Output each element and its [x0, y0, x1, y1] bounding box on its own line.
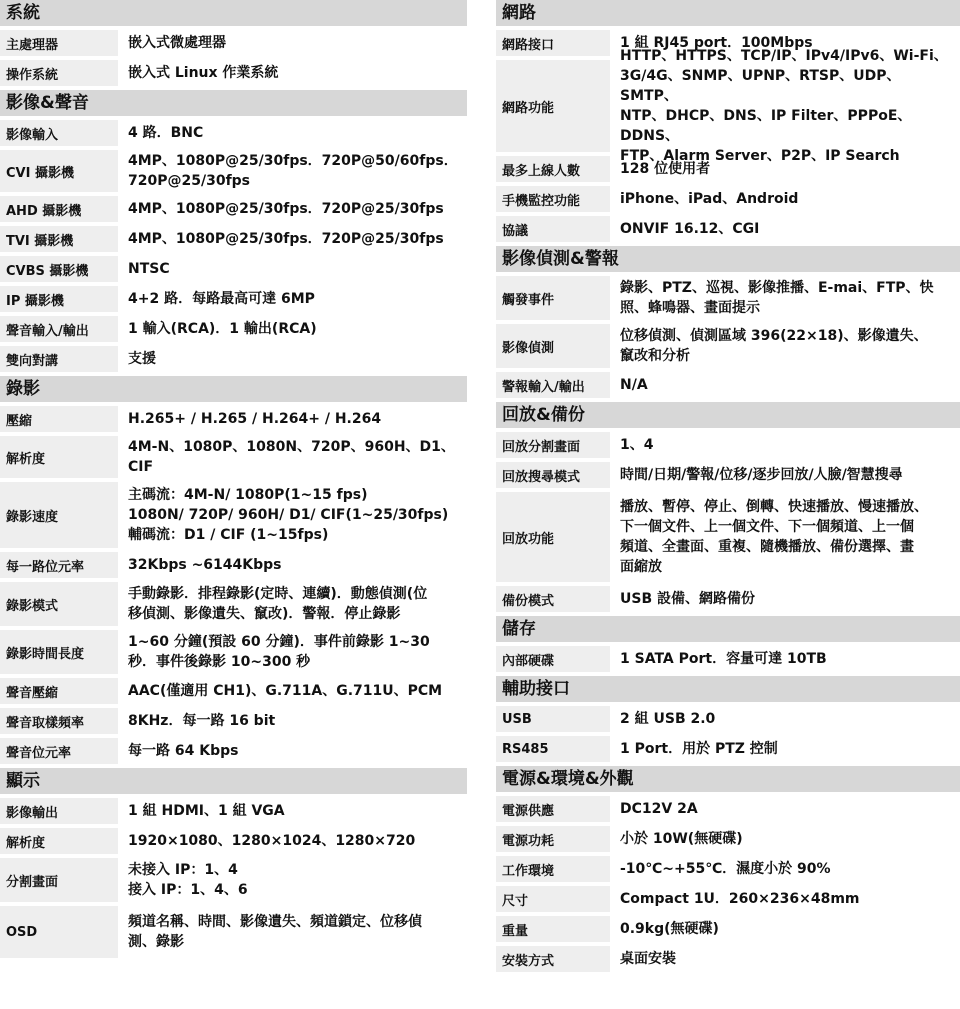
- left-spec-column: [0, 0, 467, 962]
- spec-label: IP 攝影機: [0, 286, 118, 312]
- spec-value: H.265+ / H.265 / H.264+ / H.264: [128, 411, 382, 427]
- spec-value: 每一路 64 Kbps: [128, 743, 239, 759]
- spec-label: 最多上線人數: [496, 156, 610, 182]
- spec-label: 重量: [496, 916, 610, 942]
- spec-label: 尺寸: [496, 886, 610, 912]
- spec-value: Compact 1U．260×236×48mm: [620, 891, 860, 907]
- spec-value: 嵌入式 Linux 作業系統: [128, 65, 279, 81]
- spec-row: [0, 316, 467, 342]
- spec-row: [0, 482, 467, 548]
- spec-row: [496, 186, 960, 212]
- spec-row: [496, 462, 960, 488]
- spec-value: 4MP、1080P@25/30fps．720P@25/30fps: [128, 231, 444, 247]
- spec-value: 支援: [128, 351, 156, 367]
- spec-label: 聲音位元率: [0, 738, 118, 764]
- spec-label: 安裝方式: [496, 946, 610, 972]
- spec-row: [496, 946, 960, 972]
- spec-value: iPhone、iPad、Android: [620, 191, 799, 207]
- spec-label: 每一路位元率: [0, 552, 118, 578]
- spec-row: [0, 552, 467, 578]
- spec-value: 1 組 RJ45 port．100Mbps: [620, 35, 813, 51]
- left-section-header-0: 系統: [0, 0, 467, 26]
- spec-row: [0, 120, 467, 146]
- spec-row: [0, 346, 467, 372]
- spec-label: 錄影時間長度: [0, 630, 118, 674]
- spec-label: 電源供應: [496, 796, 610, 822]
- spec-value: 小於 10W(無硬碟): [620, 831, 743, 847]
- right-spec-column: [496, 0, 960, 976]
- spec-value: ONVIF 16.12、CGI: [620, 221, 760, 237]
- spec-row: [0, 196, 467, 222]
- spec-value: 4+2 路．每路最高可達 6MP: [128, 291, 315, 307]
- spec-label: 回放搜尋模式: [496, 462, 610, 488]
- spec-label: 影像偵測: [496, 324, 610, 368]
- spec-label: 主處理器: [0, 30, 118, 56]
- spec-row: [0, 226, 467, 252]
- spec-row: [496, 492, 960, 582]
- spec-label: 回放分割畫面: [496, 432, 610, 458]
- spec-label: OSD: [0, 906, 118, 958]
- spec-label: 網路接口: [496, 30, 610, 56]
- spec-row: [496, 48, 960, 164]
- spec-value: 128 位使用者: [620, 161, 711, 177]
- spec-label: 壓縮: [0, 406, 118, 432]
- spec-value: N/A: [620, 377, 648, 393]
- spec-label: 影像輸出: [0, 798, 118, 824]
- spec-label: 分割畫面: [0, 858, 118, 902]
- spec-label: 錄影模式: [0, 582, 118, 626]
- spec-row: [0, 406, 467, 432]
- spec-label: AHD 攝影機: [0, 196, 118, 222]
- spec-label: 聲音壓縮: [0, 678, 118, 704]
- spec-value: -10℃~+55℃．濕度小於 90%: [620, 861, 831, 877]
- spec-row: [496, 586, 960, 612]
- spec-row: [0, 708, 467, 734]
- spec-row: [496, 646, 960, 672]
- spec-label: 工作環境: [496, 856, 610, 882]
- spec-label: 警報輸入/輸出: [496, 372, 610, 398]
- spec-value: 播放、暫停、停止、倒轉、快速播放、慢速播放、 下一個文件、上一個文件、下一個頻道、上一個 頻道、全畫面、重複、隨機播放、備份選擇、畫 面縮放: [620, 499, 928, 575]
- spec-label: 內部硬碟: [496, 646, 610, 672]
- spec-value: 2 組 USB 2.0: [620, 711, 716, 727]
- spec-row: [0, 630, 467, 674]
- spec-value: 手動錄影．排程錄影(定時、連續)．動態偵測(位 移偵測、影像遺失、竄改)．警報．停止錄影: [128, 586, 428, 622]
- spec-row: [496, 736, 960, 762]
- spec-label: 解析度: [0, 828, 118, 854]
- spec-row: [496, 886, 960, 912]
- spec-label: 網路功能: [496, 60, 610, 152]
- spec-value: DC12V 2A: [620, 801, 698, 817]
- spec-value: 1 組 HDMI、1 組 VGA: [128, 803, 285, 819]
- spec-value: 1~60 分鐘(預設 60 分鐘)．事件前錄影 1~30 秒．事件後錄影 10~300 秒: [128, 634, 430, 670]
- spec-label: TVI 攝影機: [0, 226, 118, 252]
- right-section-header-2: 回放&備份: [496, 402, 960, 428]
- spec-row: [0, 256, 467, 282]
- spec-row: [0, 436, 467, 478]
- spec-row: [0, 678, 467, 704]
- spec-value: 1 SATA Port．容量可達 10TB: [620, 651, 827, 667]
- spec-row: [496, 916, 960, 942]
- spec-value: 0.9kg(無硬碟): [620, 921, 719, 937]
- right-section-header-0: 網路: [496, 0, 960, 26]
- spec-value: 8KHz．每一路 16 bit: [128, 713, 276, 729]
- spec-label: 備份模式: [496, 586, 610, 612]
- spec-label: 手機監控功能: [496, 186, 610, 212]
- spec-value: 未接入 IP：1、4 接入 IP：1、4、6: [128, 862, 248, 898]
- spec-value: NTSC: [128, 261, 170, 277]
- spec-value: 位移偵測、偵測區域 396(22×18)、影像遺失、 竄改和分析: [620, 328, 928, 364]
- left-section-header-2: 錄影: [0, 376, 467, 402]
- spec-value: 嵌入式微處理器: [128, 35, 226, 51]
- spec-value: 桌面安裝: [620, 951, 676, 967]
- spec-label: CVI 攝影機: [0, 150, 118, 192]
- spec-row: [0, 60, 467, 86]
- spec-value: 主碼流：4M-N/ 1080P(1~15 fps) 1080N/ 720P/ 960H/ D1/ CIF(1~25/30fps) 輔碼流：D1 / CIF (1~15fps): [128, 487, 449, 543]
- spec-row: [496, 372, 960, 398]
- spec-label: 影像輸入: [0, 120, 118, 146]
- spec-label: 解析度: [0, 436, 118, 478]
- left-section-header-1: 影像&聲音: [0, 90, 467, 116]
- spec-value: 錄影、PTZ、巡視、影像推播、E-mai、FTP、快 照、蜂鳴器、畫面提示: [620, 280, 934, 316]
- spec-value: 1、4: [620, 437, 654, 453]
- right-section-header-3: 儲存: [496, 616, 960, 642]
- spec-value: 1 Port．用於 PTZ 控制: [620, 741, 778, 757]
- spec-row: [496, 276, 960, 320]
- spec-row: [496, 796, 960, 822]
- spec-value: 4MP、1080P@25/30fps．720P@25/30fps: [128, 201, 444, 217]
- spec-label: 協議: [496, 216, 610, 242]
- spec-row: [496, 826, 960, 852]
- spec-value: USB 設備、網路備份: [620, 591, 755, 607]
- spec-label: 聲音輸入/輸出: [0, 316, 118, 342]
- spec-row: [496, 216, 960, 242]
- spec-label: CVBS 攝影機: [0, 256, 118, 282]
- spec-label: 觸發事件: [496, 276, 610, 320]
- spec-row: [0, 906, 467, 958]
- spec-value: 4 路．BNC: [128, 125, 204, 141]
- spec-row: [0, 582, 467, 626]
- right-section-header-1: 影像偵測&警報: [496, 246, 960, 272]
- spec-label: 操作系統: [0, 60, 118, 86]
- spec-label: 雙向對講: [0, 346, 118, 372]
- spec-row: [0, 30, 467, 56]
- spec-row: [496, 856, 960, 882]
- spec-row: [0, 150, 467, 192]
- spec-row: [0, 828, 467, 854]
- spec-value: AAC(僅適用 CH1)、G.711A、G.711U、PCM: [128, 683, 443, 699]
- spec-value: 1920×1080、1280×1024、1280×720: [128, 833, 416, 849]
- spec-label: 錄影速度: [0, 482, 118, 548]
- spec-value: HTTP、HTTPS、TCP/IP、IPv4/IPv6、Wi-Fi、 3G/4G、SNMP、UPNP、RTSP、UDP、SMTP、 NTP、DHCP、DNS、IP Filter、PPPoE、DDNS、 FTP、Alarm Server、P2P、IP Search: [620, 48, 948, 164]
- spec-label: USB: [496, 706, 610, 732]
- right-section-header-5: 電源&環境&外觀: [496, 766, 960, 792]
- spec-row: [0, 738, 467, 764]
- spec-value: 1 輸入(RCA)．1 輸出(RCA): [128, 321, 317, 337]
- spec-row: [0, 286, 467, 312]
- spec-label: 回放功能: [496, 492, 610, 582]
- spec-row: [496, 156, 960, 182]
- spec-row: [0, 858, 467, 902]
- right-section-header-4: 輔助接口: [496, 676, 960, 702]
- spec-row: [0, 798, 467, 824]
- left-section-header-3: 顯示: [0, 768, 467, 794]
- spec-row: [496, 432, 960, 458]
- spec-row: [496, 706, 960, 732]
- spec-value: 4M-N、1080P、1080N、720P、960H、D1、 CIF: [128, 439, 455, 475]
- spec-label: RS485: [496, 736, 610, 762]
- spec-label: 電源功耗: [496, 826, 610, 852]
- spec-row: [496, 324, 960, 368]
- spec-label: 聲音取樣頻率: [0, 708, 118, 734]
- spec-value: 4MP、1080P@25/30fps．720P@50/60fps． 720P@25/30fps: [128, 153, 458, 189]
- spec-value: 頻道名稱、時間、影像遺失、頻道鎖定、位移偵 測、錄影: [128, 914, 422, 950]
- spec-value: 時間/日期/警報/位移/逐步回放/人臉/智慧搜尋: [620, 467, 903, 483]
- spec-value: 32Kbps ~6144Kbps: [128, 557, 282, 573]
